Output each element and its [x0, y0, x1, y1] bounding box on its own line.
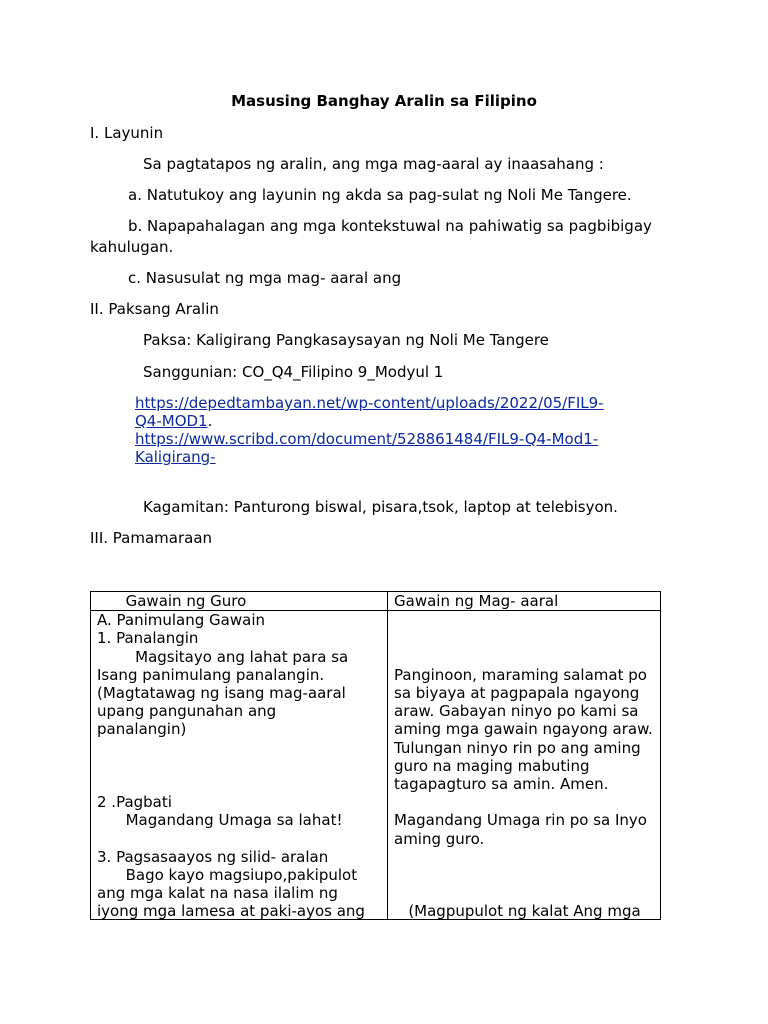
reference-link-1-part2: Q4-MOD1 — [135, 412, 208, 430]
gawain-guro-line — [97, 739, 381, 757]
gawain-mag-aaral-content — [394, 611, 654, 919]
gawain-guro-line: Magsitayo ang lahat para sa — [97, 647, 349, 666]
gawain-mag-aaral-line — [394, 848, 654, 866]
lesson-activity-table — [90, 591, 661, 920]
gawain-mag-aaral-line — [394, 866, 654, 884]
sanggunian: Sanggunian: CO_Q4_Filipino 9_Modyul 1 — [143, 363, 444, 381]
gawain-mag-aaral-line: sa biyaya at pagpapala ngayong — [394, 683, 640, 702]
gawain-mag-aaral-line — [394, 611, 654, 629]
gawain-mag-aaral-line: (Magpupulot ng kalat Ang mga — [394, 902, 641, 920]
reference-link-2[interactable] — [135, 430, 598, 466]
gawain-guro-line: (Magtatawag ng isang mag-aaral — [97, 684, 346, 703]
gawain-mag-aaral-line: aming guro. — [394, 829, 485, 848]
paksa: Paksa: Kaligirang Pangkasaysayan ng Noli Me Tangere — [143, 331, 549, 349]
column-header-mag-aaral-label: Gawain ng Mag- aaral — [394, 592, 559, 610]
reference-link-2-wrapper — [135, 430, 655, 466]
gawain-guro-line: iyong mga lamesa at paki-ayos ang — [97, 902, 365, 920]
layunin-item-b: b. Napapahalagan ang mga kontekstuwal na pahiwatig sa pagbibigay — [128, 217, 652, 235]
reference-link-1-wrapper — [135, 394, 655, 430]
layunin-item-b-continued: kahulugan. — [90, 238, 174, 256]
gawain-guro-line: 3. Pagsasaayos ng silid- aralan — [97, 847, 329, 866]
reference-link-1-suffix: . — [207, 412, 213, 430]
table-row — [91, 611, 661, 920]
column-header-mag-aaral — [388, 592, 661, 611]
reference-link-2-part2: Kaligirang- — [135, 448, 216, 466]
column-header-guro — [91, 592, 388, 611]
gawain-mag-aaral-line: guro na maging mabuting — [394, 756, 590, 775]
table-header-row — [91, 592, 661, 611]
layunin-item-c: c. Nasusulat ng mga mag- aaral ang — [128, 269, 402, 287]
kagamitan: Kagamitan: Panturong biswal, pisara,tsok, laptop at telebisyon. — [143, 498, 618, 516]
gawain-mag-aaral-line — [394, 793, 654, 811]
gawain-mag-aaral-line: aming mga gawain ngayong araw. — [394, 720, 653, 739]
reference-link-2-part1: https://www.scribd.com/document/528861484/FIL9-Q4-Mod1- — [135, 430, 599, 448]
gawain-guro-content — [97, 611, 381, 919]
gawain-mag-aaral-line — [394, 884, 654, 902]
gawain-mag-aaral-line: araw. Gabayan ninyo po kami sa — [394, 702, 639, 721]
gawain-mag-aaral-line: Tulungan ninyo rin po ang aming — [394, 738, 641, 757]
gawain-guro-line: 1. Panalangin — [97, 629, 199, 648]
cell-gawain-mag-aaral — [388, 611, 661, 920]
document-title: Masusing Banghay Aralin sa Filipino — [231, 92, 537, 110]
gawain-guro-line — [97, 775, 381, 793]
gawain-guro-line — [97, 757, 381, 775]
gawain-mag-aaral-line — [394, 648, 654, 666]
column-header-guro-label: Gawain ng Guro — [97, 592, 247, 610]
gawain-mag-aaral-line — [394, 629, 654, 647]
gawain-guro-line: 2 .Pagbati — [97, 793, 172, 812]
gawain-mag-aaral-line: tagapagturo sa amin. Amen. — [394, 774, 609, 793]
reference-links — [135, 394, 655, 466]
section-heading-layunin: I. Layunin — [90, 124, 164, 142]
gawain-guro-line: Magandang Umaga sa lahat! — [97, 811, 343, 830]
gawain-guro-line: A. Panimulang Gawain — [97, 611, 265, 630]
gawain-guro-line: ang mga kalat na nasa ilalim ng — [97, 884, 338, 903]
layunin-item-a: a. Natutukoy ang layunin ng akda sa pag-sulat ng Noli Me Tangere. — [128, 186, 632, 204]
gawain-mag-aaral-line: Magandang Umaga rin po sa Inyo — [394, 811, 647, 830]
section-heading-pamamaraan: III. Pamamaraan — [90, 529, 213, 547]
gawain-mag-aaral-line: Panginoon, maraming salamat po — [394, 665, 647, 684]
section-heading-paksang-aralin: II. Paksang Aralin — [90, 300, 219, 318]
reference-link-1-part1: https://depedtambayan.net/wp-content/uploads/2022/05/FIL9- — [135, 394, 604, 412]
cell-gawain-guro — [91, 611, 388, 920]
reference-link-1[interactable] — [135, 394, 604, 430]
gawain-guro-line: panalangin) — [97, 720, 187, 739]
gawain-guro-line: Isang panimulang panalangin. — [97, 665, 325, 684]
gawain-guro-line — [97, 830, 381, 848]
layunin-intro: Sa pagtatapos ng aralin, ang mga mag-aaral ay inaasahang : — [143, 155, 604, 173]
gawain-guro-line: Bago kayo magsiupo,pakipulot — [97, 865, 358, 884]
gawain-guro-line: upang pangunahan ang — [97, 702, 277, 721]
